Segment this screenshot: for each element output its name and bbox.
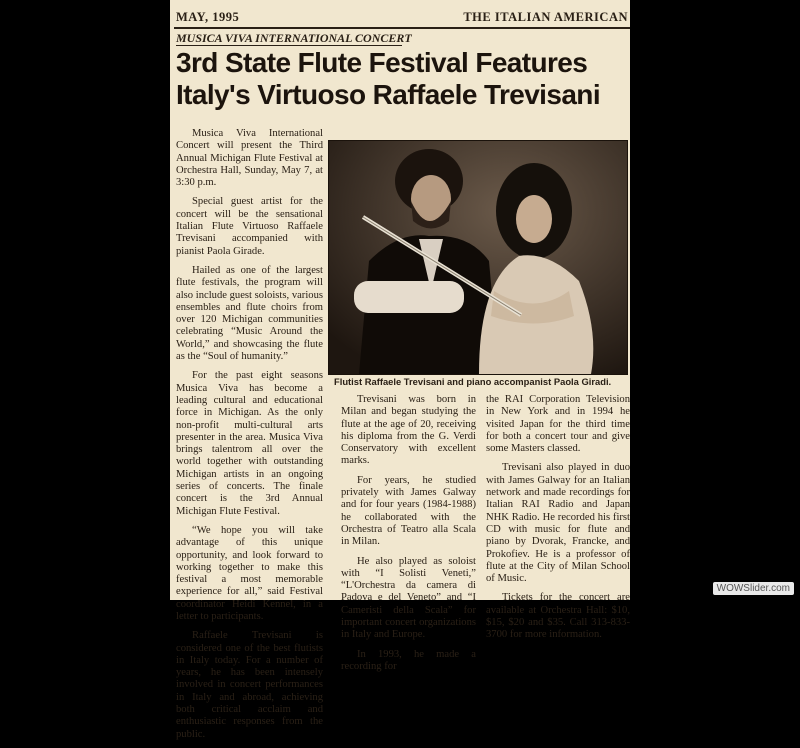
paragraph: Musica Viva International Concert will present the Third Annual Michigan Flute Festival at Orchestra Hall, Sunday, May 7, at 3:30 p.m. — [176, 128, 323, 189]
paragraph: Trevisani was born in Milan and began studying the flute at the age of 20, receiving his diploma from the G. Verdi Conservatory with excellent marks. — [341, 394, 476, 467]
paragraph: the RAI Corporation Television in New York and in 1994 he visited Japan for the third time for both a concert tour and give some Masters classed. — [486, 394, 630, 455]
photo-illustration — [329, 141, 627, 374]
paragraph: “We hope you will take advantage of this unique opportunity, and look forward to working together to make this festival a most memorable experience for all,” said Festival coordinator Heidi Kennel, in a letter to participants. — [176, 524, 323, 622]
article-column-1 — [176, 128, 323, 748]
article-column-3 — [486, 394, 630, 649]
paragraph: Raffaele Trevisani is considered one of the best flutists in Italy today. For a number of years, he has been intensely involved in concert performances in Italy and abroad, achieving both critical acclaim and enthusiastic responses from the public. — [176, 630, 323, 740]
paragraph: For the past eight seasons Musica Viva has become a leading cultural and educational force in Michigan. As the only non-profit multi-cultural arts presenter in the area. Musica Viva brings talentrom all over the world together with outstanding Michigan artists in an ongoing series of concerts. The finale concert is the 3rd Annual Michigan Flute Festival. — [176, 370, 323, 517]
headline-line-1: 3rd State Flute Festival Features — [176, 47, 588, 78]
article-column-2 — [341, 394, 476, 680]
issue-date: MAY, 1995 — [176, 10, 240, 24]
article-headline — [176, 47, 628, 111]
photo-caption: Flutist Raffaele Trevisani and piano accompanist Paola Giradi. — [334, 376, 612, 387]
paragraph: Tickets for the concert are available at Orchestra Hall: $10, $15, $20 and $35. Call 313-833-3700 for more information. — [486, 592, 630, 641]
header-rule — [174, 27, 630, 29]
watermark-badge[interactable]: WOWSlider.com — [713, 582, 794, 595]
newspaper-page — [170, 0, 630, 740]
paragraph: For years, he studied privately with James Galway and for four years (1984-1988) he collaborated with the Orchestra of Teatro alla Scala in Milan. — [341, 474, 476, 548]
paragraph: Special guest artist for the concert will be the sensational Italian Flute Virtuoso Raffaele Trevisani accompanied with pianist Paola Girade. — [176, 196, 323, 257]
musicians-photo — [328, 140, 628, 375]
paragraph: He also played as soloist with “I Solisti Veneti,” “L'Orchestra da camera di Padova e del Veneto” and “I Cameristi della Scala” for important concert organizations in Italy and Europe. — [341, 555, 476, 641]
kicker-underline — [176, 45, 402, 46]
paragraph: Hailed as one of the largest flute festivals, the program will also include guest soloists, various ensembles and flute choirs from over 120 Michigan communities celebrating “Music Around the World,” and showcasing the flute as the “Soul of humanity.” — [176, 264, 323, 363]
section-kicker: MUSICA VIVA INTERNATIONAL CONCERT — [176, 31, 412, 45]
headline-line-2: Italy's Virtuoso Raffaele Trevisani — [176, 79, 600, 110]
publication-name: THE ITALIAN AMERICAN — [463, 10, 628, 24]
paragraph: In 1993, he made a recording for — [341, 648, 476, 672]
paragraph: Trevisani also played in duo with James Galway for an Italian network and made recordings for Italian RAI Radio and Japan NHK Radio. He recorded his first CD with music for flute and piano by Dvorak, Francke, and Prokofiev. He is a professor of flute at the City of Milan School of Music. — [486, 462, 630, 585]
